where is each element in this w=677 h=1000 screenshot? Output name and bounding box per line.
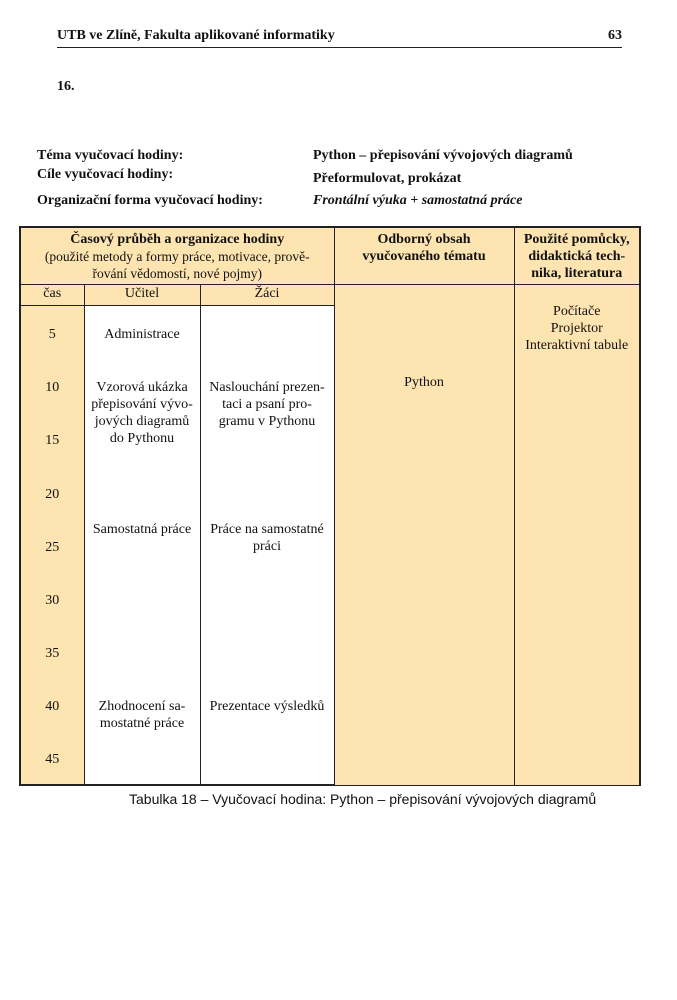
teacher-activity-line: Vzorová ukázka (96, 379, 188, 395)
time-mark: 30 (45, 592, 60, 608)
form-value: Frontální výuka + samostatná práce (313, 193, 523, 208)
time-mark: 15 (45, 432, 60, 448)
content-header-line-2: vyučovaného tématu (362, 249, 486, 264)
aid-item: Počítače (553, 303, 601, 319)
aids-header-line-3: nika, literatura (531, 266, 623, 281)
students-activity: Prezentace výsledků (209, 698, 325, 714)
lesson-plan-table (19, 226, 641, 786)
timeline-header-sub-1: (použité metody a formy práce, motivace, prově- (44, 249, 310, 264)
table-caption: Tabulka 18 – Vyučovací hodina: Python – přepisování vývojových diagramů (129, 791, 597, 807)
teacher-activity-line: do Pythonu (109, 430, 175, 446)
page-header (57, 27, 622, 48)
time-mark: 20 (45, 486, 60, 502)
time-mark: 10 (45, 379, 60, 395)
timeline-header (20, 227, 334, 284)
time-mark: 35 (45, 645, 60, 661)
aids-header-line-1: Použité pomůcky, (523, 232, 630, 247)
students-activity-line: taci a psaní pro- (222, 396, 312, 412)
time-subheader: čas (20, 284, 84, 305)
teacher-activity-line: přepisování vývo- (91, 396, 193, 412)
content-header-line-1: Odborný obsah (377, 232, 471, 247)
teacher-activity: Samostatná práce (92, 521, 192, 537)
students-subheader: Žáci (200, 284, 334, 305)
aids-header-line-2: didaktická tech- (528, 249, 626, 264)
students-column (200, 305, 334, 785)
teacher-activity (85, 379, 200, 447)
timeline-header-sub-2: řování vědomostí, nové pojmy) (92, 266, 262, 281)
time-column (20, 305, 84, 785)
content-text: Python (404, 374, 444, 390)
goals-value: Přeformulovat, prokázat (313, 171, 462, 186)
page-number: 63 (608, 28, 622, 43)
teacher-activity-line: mostatné práce (99, 715, 185, 731)
aids-header (514, 227, 640, 284)
content-cell (334, 284, 514, 785)
time-mark: 40 (45, 698, 60, 714)
goals-label: Cíle vyučovací hodiny: (37, 167, 174, 182)
aid-item: Interaktivní tabule (525, 337, 629, 353)
aids-cell (514, 284, 640, 785)
teacher-activity-line: Zhodnocení sa- (98, 698, 186, 714)
content-header (334, 227, 514, 284)
teacher-activity: Administrace (104, 326, 180, 342)
teacher-activity (85, 698, 200, 732)
students-activity-line: práci (253, 538, 281, 554)
students-activity (201, 521, 334, 555)
section-number: 16. (57, 79, 75, 94)
institution-name: UTB ve Zlíně, Fakulta aplikované informatiky (57, 28, 335, 43)
teacher-subheader: Učitel (84, 284, 200, 305)
students-activity-line: Práce na samostatné (210, 521, 324, 537)
topic-label: Téma vyučovací hodiny: (37, 148, 184, 163)
aid-item: Projektor (550, 320, 603, 336)
students-activity-line: gramu v Pythonu (218, 413, 316, 429)
students-activity-line: Naslouchání prezen- (209, 379, 325, 395)
time-mark: 25 (45, 539, 60, 555)
form-label: Organizační forma vyučovací hodiny: (37, 193, 263, 208)
aids-list (515, 303, 640, 354)
teacher-column (84, 305, 200, 785)
time-mark: 45 (45, 751, 60, 767)
time-mark: 5 (48, 326, 56, 342)
topic-value: Python – přepisování vývojových diagramů (313, 148, 573, 163)
teacher-activity-line: jových diagramů (94, 413, 190, 429)
timeline-header-title: Časový průběh a organizace hodiny (70, 232, 285, 247)
students-activity (201, 379, 334, 430)
